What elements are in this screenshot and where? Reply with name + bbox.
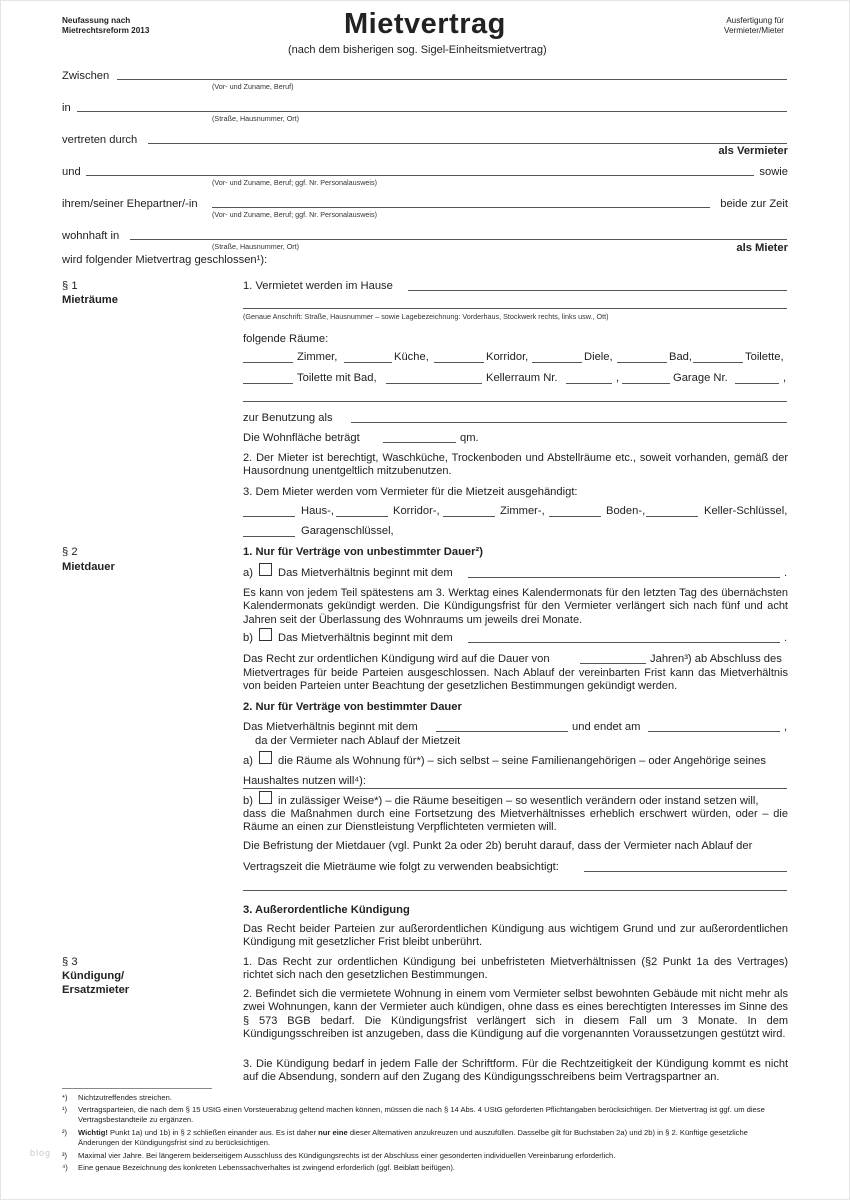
label-und: und bbox=[62, 166, 81, 178]
s1-qm: qm. bbox=[460, 432, 479, 444]
s2-b-para-rest: Mietvertrages für beide Parteien ausgeschlossen. Nach Ablauf der vereinbarten Frist kann das Mietverhältnis von beiden Parteien unter Beachtung der gesetzlichen Bestimmungen gekündigt werden. bbox=[243, 667, 788, 693]
footnote-divider bbox=[62, 1088, 212, 1089]
s2-a-label: a) bbox=[243, 567, 253, 579]
s2-d-comma: , bbox=[784, 721, 788, 733]
s2-a-para: Es kann von jedem Teil spätestens am 3. Werktag eines Kalendermonats für den letzten Tag des übernächsten Kalendermonats gekündigt werden. Die Kündigungsfrist für den Vermieter verlängert sich nach fünf und acht Jahren seit der Überlassung des Wohnraums um jeweils drei Monate. bbox=[243, 587, 788, 626]
label-sowie: sowie bbox=[759, 166, 788, 178]
s2-option-b-checkbox[interactable] bbox=[259, 628, 272, 641]
usage-field[interactable] bbox=[351, 422, 787, 423]
footnote-0: Nichtzutreffendes streichen. bbox=[78, 1093, 172, 1102]
s2-b-date-field[interactable] bbox=[468, 642, 780, 643]
hint-address: (Straße, Hausnummer, Ort) bbox=[212, 114, 300, 123]
s3-p3: 3. Die Kündigung bedarf in jedem Falle der Schriftform. Für die Rechtzeitigkeit der Kündigung kommt es nicht auf die Absendung, sondern auf den Zugang des Kündigungsschreibens beim Vertragspartner an. bbox=[243, 1058, 788, 1084]
header-left-line2: Mietrechtsreform 2013 bbox=[62, 26, 150, 35]
footnote-4-mark: ⁴) bbox=[62, 1163, 68, 1172]
s2-b-dot: . bbox=[784, 632, 788, 644]
label-boden-key: Boden-, bbox=[606, 505, 646, 517]
label-toilette-bad: Toilette mit Bad, bbox=[297, 372, 377, 384]
hint-name-id-2: (Vor- und Zuname, Beruf; ggf. Nr. Personalausweis) bbox=[212, 210, 377, 219]
footnote-3-mark: ³) bbox=[62, 1151, 68, 1160]
s2-a2-label: a) bbox=[243, 755, 253, 767]
section-3-number: § 3 bbox=[62, 956, 78, 968]
s2-option-2a-checkbox[interactable] bbox=[259, 751, 272, 764]
landlord-name-field[interactable] bbox=[117, 79, 787, 80]
hint-address-2: (Straße, Hausnummer, Ort) bbox=[212, 242, 300, 251]
label-wohnhaft: wohnhaft in bbox=[62, 230, 120, 242]
watermark: blog bbox=[30, 1148, 52, 1158]
footnote-2-bold: Wichtig! bbox=[78, 1128, 108, 1137]
footnote-2 bbox=[78, 1128, 788, 1147]
s2-a2-field[interactable] bbox=[243, 788, 787, 789]
landlord-address-field[interactable] bbox=[77, 111, 787, 112]
s1-wohnflaeche: Die Wohnfläche beträgt bbox=[243, 432, 360, 444]
s2-option-2b-checkbox[interactable] bbox=[259, 791, 272, 804]
s2-intent-field[interactable] bbox=[584, 871, 787, 872]
label-geschlossen: wird folgender Mietvertrag geschlossen¹): bbox=[62, 254, 268, 266]
label-zimmer: Zimmer, bbox=[297, 351, 338, 363]
footnote-3: Maximal vier Jahre. Bei längerem beiderseitigem Ausschluss des Kündigungsrechts ist der Abschluss einer gesonderten individuellen Vereinbarung erforderlich. bbox=[78, 1151, 616, 1160]
korridor-key-field[interactable] bbox=[336, 516, 388, 517]
s2-d-da: da der Vermieter nach Ablauf der Mietzeit bbox=[255, 735, 461, 747]
footnote-4: Eine genaue Bezeichnung des konkreten Lebenssachverhaltes ist zwingend erforderlich (ggf. Beiblatt beifügen). bbox=[78, 1163, 455, 1172]
comma-1: , bbox=[616, 372, 620, 384]
s2-b-text: Das Mietverhältnis beginnt mit dem bbox=[278, 632, 453, 644]
label-beide: beide zur Zeit bbox=[720, 198, 788, 210]
footnote-0-mark: *) bbox=[62, 1093, 68, 1102]
s2-b-label: b) bbox=[243, 632, 253, 644]
s1-benutzung: zur Benutzung als bbox=[243, 412, 333, 424]
s2-intent-field-2[interactable] bbox=[243, 890, 787, 891]
s2-b-para-1: Das Recht zur ordentlichen Kündigung wird auf die Dauer von bbox=[243, 653, 550, 665]
s2-years-field[interactable] bbox=[580, 663, 646, 664]
keller-key-field[interactable] bbox=[646, 516, 698, 517]
hint-name: (Vor- und Zuname, Beruf) bbox=[212, 82, 294, 91]
zimmer-key-field[interactable] bbox=[443, 516, 495, 517]
spouse-name-field[interactable] bbox=[212, 207, 710, 208]
boden-key-field[interactable] bbox=[549, 516, 601, 517]
garage-count-field[interactable] bbox=[622, 383, 670, 384]
label-bad: Bad, bbox=[669, 351, 693, 363]
hint-name-id: (Vor- und Zuname, Beruf; ggf. Nr. Personalausweis) bbox=[212, 178, 377, 187]
s1-raeume: folgende Räume: bbox=[243, 333, 329, 345]
s2-a2-text2: Haushaltes nutzen will⁴): bbox=[243, 775, 366, 787]
s2-h3: 3. Außerordentliche Kündigung bbox=[243, 904, 410, 916]
s2-end-date-field[interactable] bbox=[648, 731, 780, 732]
label-diele: Diele, bbox=[584, 351, 613, 363]
footnote-2-a: Punkt 1a) und 1b) in § 2 schließen einander aus. Es ist daher bbox=[110, 1128, 317, 1137]
footnote-1-mark: ¹) bbox=[62, 1105, 68, 1114]
tenant-address-field[interactable] bbox=[130, 239, 787, 240]
footnote-2-b: dieser Alternativen anzukreuzen und auszufüllen. Dasselbe gilt für Buchstaben 2a) und 2b) in § 2. Künftige gesetzliche Änderungen der Kündigungsfrist sind zu berücksichtigen. bbox=[78, 1128, 748, 1147]
s2-d-begin: Das Mietverhältnis beginnt mit dem bbox=[243, 721, 418, 733]
s2-a-text: Das Mietverhältnis beginnt mit dem bbox=[278, 567, 453, 579]
s1-hint: (Genaue Anschrift: Straße, Hausnummer – sowie Lagebezeichnung: Vorderhaus, Stockwerk rechts, links usw., Ott) bbox=[243, 312, 609, 321]
s2-begin-date-field[interactable] bbox=[436, 731, 568, 732]
s2-vertragszeit: Vertragszeit die Mieträume wie folgt zu verwenden beabsichtigt: bbox=[243, 861, 559, 873]
s1-extra-line[interactable] bbox=[243, 401, 787, 402]
s2-a-dot: . bbox=[784, 567, 788, 579]
header-right-line2: Vermieter/Mieter bbox=[723, 26, 784, 35]
area-field[interactable] bbox=[383, 442, 456, 443]
footnote-2-mark: ²) bbox=[62, 1128, 68, 1137]
garage-number-field[interactable] bbox=[735, 383, 779, 384]
label-toilette: Toilette, bbox=[745, 351, 784, 363]
s1-p3: 3. Dem Mieter werden vom Vermieter für die Mietzeit ausgehändigt: bbox=[243, 486, 578, 498]
zimmer-count-field[interactable] bbox=[243, 362, 293, 363]
haus-key-field[interactable] bbox=[243, 516, 295, 517]
s2-h2: 2. Nur für Verträge von bestimmter Dauer bbox=[243, 701, 462, 713]
section-2-title: Mietdauer bbox=[62, 561, 115, 573]
section-1-number: § 1 bbox=[62, 280, 78, 292]
s2-a-date-field[interactable] bbox=[468, 577, 780, 578]
label-garage-key: Garagenschlüssel, bbox=[301, 525, 394, 537]
s1-p1: 1. Vermietet werden im Hause bbox=[243, 280, 393, 292]
label-garage: Garage Nr. bbox=[673, 372, 728, 384]
label-korridor-key: Korridor-, bbox=[393, 505, 440, 517]
diele-count-field[interactable] bbox=[532, 362, 582, 363]
label-als-vermieter: als Vermieter bbox=[718, 145, 788, 157]
label-haus-key: Haus-, bbox=[301, 505, 334, 517]
label-als-mieter: als Mieter bbox=[736, 242, 788, 254]
label-vertreten: vertreten durch bbox=[62, 134, 138, 146]
s2-b2-text: in zulässiger Weise*) – die Räume beseitigen – so wesentlich verändern oder instand setzen will, bbox=[278, 795, 759, 807]
section-2-number: § 2 bbox=[62, 546, 78, 558]
kellerraum-count-field[interactable] bbox=[386, 383, 482, 384]
representative-field[interactable] bbox=[148, 143, 787, 144]
label-korridor: Korridor, bbox=[486, 351, 529, 363]
s2-h1: 1. Nur für Verträge von unbestimmter Dauer²) bbox=[243, 546, 483, 558]
s2-option-a-checkbox[interactable] bbox=[259, 563, 272, 576]
garage-key-field[interactable] bbox=[243, 536, 295, 537]
label-zwischen: Zwischen bbox=[62, 70, 110, 82]
page-subtitle: (nach dem bisherigen sog. Sigel-Einheitsmietvertrag) bbox=[288, 44, 547, 56]
section-1-title: Mieträume bbox=[62, 294, 118, 306]
s2-a2-text: die Räume als Wohnung für*) – sich selbst – seine Familienangehörigen – oder Angehörige seines bbox=[278, 755, 766, 767]
toilette-bad-count-field[interactable] bbox=[243, 383, 293, 384]
s2-b2-para: dass die Maßnahmen durch eine Fortsetzung des Mietverhältnisses erheblich erschwert würden, oder – die Räume an einen zur Dienstleistung Verpflichteten vermieten will. bbox=[243, 808, 788, 834]
label-in: in bbox=[62, 102, 71, 114]
header-left-line1: Neufassung nach bbox=[62, 16, 131, 25]
section-3-title-1: Kündigung/ bbox=[62, 970, 125, 982]
korridor-count-field[interactable] bbox=[434, 362, 484, 363]
label-keller-key: Keller-Schlüssel, bbox=[704, 505, 788, 517]
s1-house-field-2[interactable] bbox=[243, 308, 787, 309]
s1-house-field[interactable] bbox=[408, 290, 787, 291]
toilette-count-field[interactable] bbox=[693, 362, 743, 363]
comma-2: , bbox=[783, 372, 787, 384]
label-kueche: Küche, bbox=[394, 351, 429, 363]
s2-befristung: Die Befristung der Mietdauer (vgl. Punkt 2a oder 2b) beruht darauf, dass der Vermieter nach Ablauf der bbox=[243, 840, 753, 852]
footnote-1: Vertragsparteien, die nach dem § 15 UStG einen Vorsteuerabzug geltend machen können, müssen die nach § 14 Abs. 4 UStG geforderten Pflichtangaben berücksichtigen. Der Mietvertrag ist ggf. um diese Vertragsbestandteile zu ergänzen. bbox=[78, 1105, 765, 1124]
s2-p3: Das Recht beider Parteien zur außerordentlichen Kündigung aus wichtigem Grund und zur außerordentlichen Kündigung mit gesetzlicher Frist bleibt unberührt. bbox=[243, 923, 788, 949]
section-3-title-2: Ersatzmieter bbox=[62, 984, 130, 996]
bad-count-field[interactable] bbox=[617, 362, 667, 363]
s3-p2: 2. Befindet sich die vermietete Wohnung in einem vom Vermieter selbst bewohnten Gebäude mit nicht mehr als zwei Wohnungen, kann der Vermieter auch kündigen, ohne dass es eines berechtigten Interesses im Sinne des § 573 BGB bedarf. Die Kündigungsfrist verlängert sich in diesem Fall um 3 Monate. In dem Kündigungsschreiben ist anzugeben, dass die Kündigung auf die vorgenannten Voraussetzungen gestützt wird. bbox=[243, 988, 788, 1041]
label-zimmer-key: Zimmer-, bbox=[500, 505, 545, 517]
footnote-2-bold2: nur eine bbox=[318, 1128, 348, 1137]
label-kellerraum: Kellerraum Nr. bbox=[486, 372, 558, 384]
s1-p2: 2. Der Mieter ist berechtigt, Waschküche, Trockenboden und Abstellräume etc., soweit vorhanden, gemäß der Hausordnung unentgeltlich mitzubenutzen. bbox=[243, 452, 788, 478]
header-right-line1: Ausfertigung für bbox=[726, 16, 784, 25]
page-title: Mietvertrag bbox=[344, 8, 506, 40]
tenant-name-field[interactable] bbox=[86, 175, 754, 176]
s3-p1: 1. Das Recht zur ordentlichen Kündigung bei unbefristeten Mietverhältnissen (§2 Punkt 1a des Vertrages) richtet sich nach den gesetzlichen Bestimmungen. bbox=[243, 956, 788, 982]
s2-b-para-2: Jahren³) ab Abschluss des bbox=[650, 653, 782, 665]
label-ehepartner: ihrem/seiner Ehepartner/-in bbox=[62, 198, 198, 210]
kueche-count-field[interactable] bbox=[344, 362, 392, 363]
s2-d-end: und endet am bbox=[572, 721, 641, 733]
kellerraum-number-field[interactable] bbox=[566, 383, 612, 384]
s2-b2-label: b) bbox=[243, 795, 253, 807]
